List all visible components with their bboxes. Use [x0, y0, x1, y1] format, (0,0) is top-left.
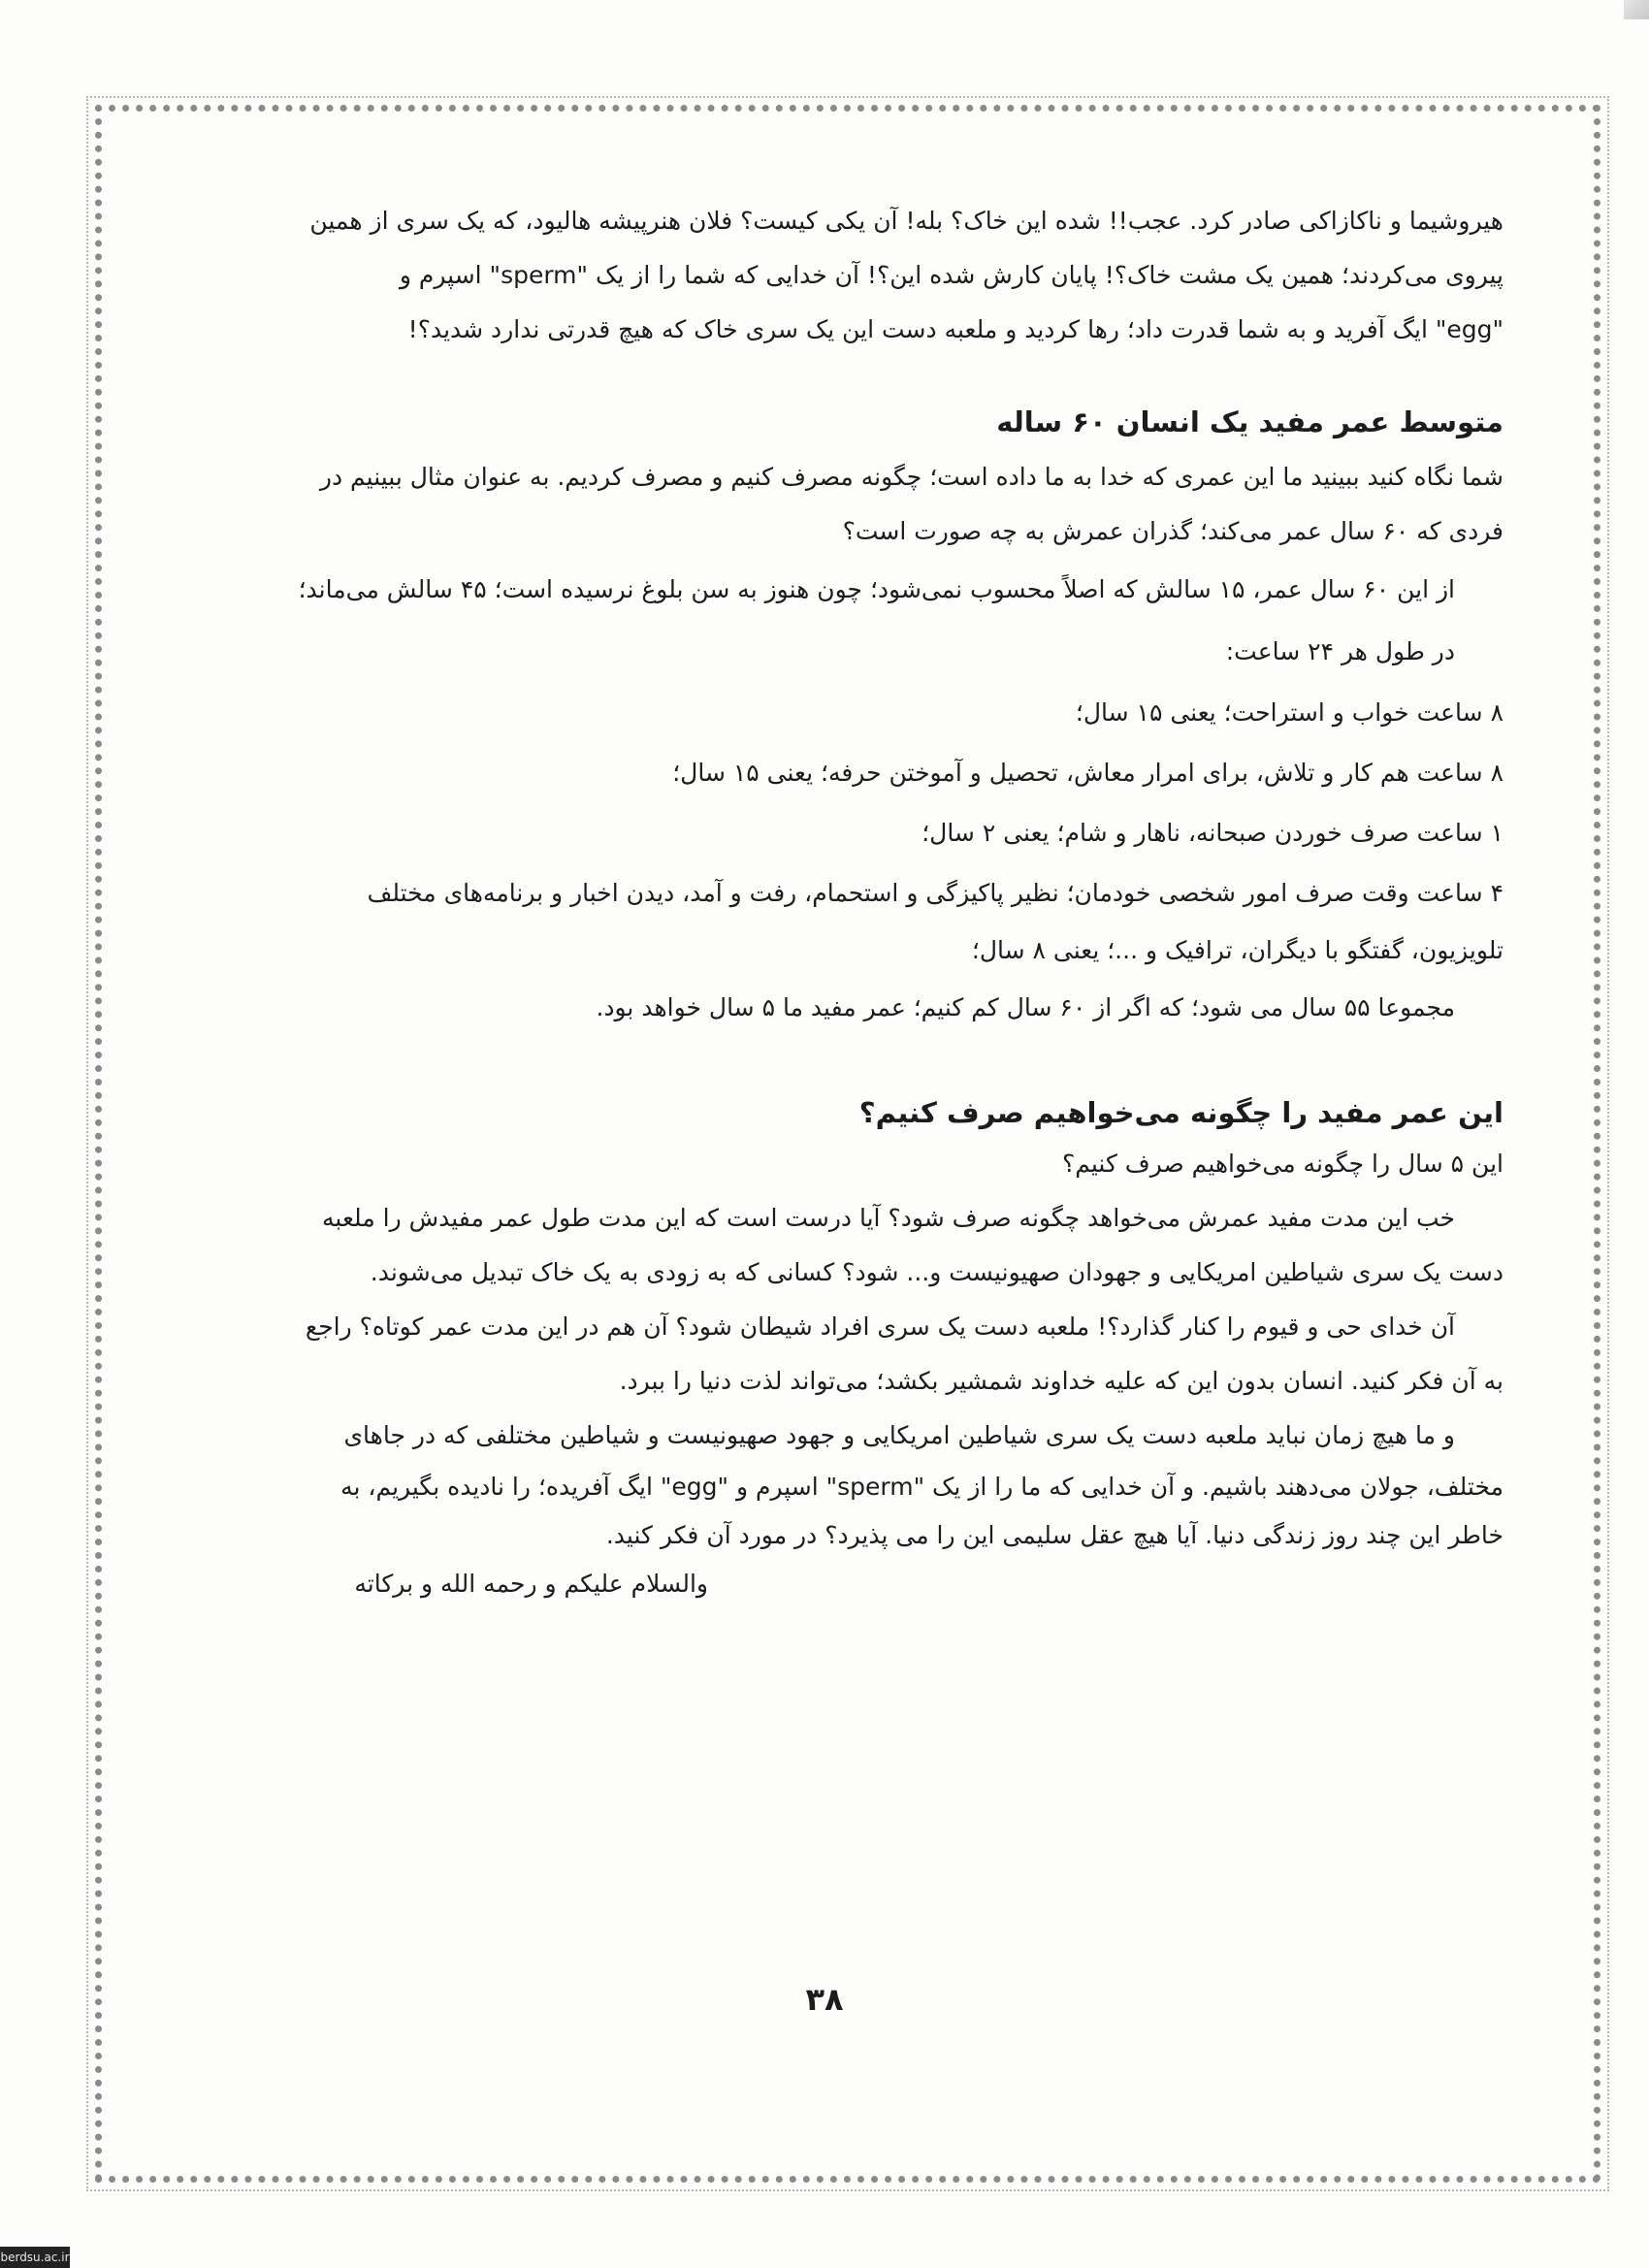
intro-line-3: "egg" ایگ آفرید و به شما قدرت داد؛ رها کردید و ملعبه دست این یک سری خاک که هیچ قدرتی ندارد شدید؟!: [407, 315, 1504, 343]
section1-p2: از این ۶۰ سال عمر، ۱۵ سالش که اصلاً محسوب نمی‌شود؛ چون هنوز به سن بلوغ نرسیده است؛ ۴۵ سالش می‌ماند؛: [298, 575, 1455, 603]
section2-p1-line1: خب این مدت مفید عمرش می‌خواهد چگونه صرف شود؟ آیا درست است که این مدت طول عمر مفیدش را ملعبه: [322, 1204, 1455, 1232]
section2-p2-line1: آن خدای حی و قیوم را کنار گذارد؟! ملعبه دست یک سری افراد شیطان شود؟ آن هم در این مدت عمر کوتاه؟ راجع: [305, 1312, 1455, 1341]
section2-question: این ۵ سال را چگونه می‌خواهیم صرف کنیم؟: [1061, 1150, 1504, 1178]
section2-p1-line2: دست یک سری شیاطین امریکایی و جهودان صهیونیست و... شود؟ کسانی که به زودی به یک خاک تبدیل می‌شوند.: [370, 1258, 1504, 1286]
section2-p3-line3: خاطر این چند روز زندگی دنیا. آیا هیچ عقل سلیمی این را می پذیرد؟ در مورد آن فکر کنید.: [605, 1521, 1504, 1549]
section1-p1-line2: فردی که ۶۰ سال عمر می‌کند؛ گذران عمرش به چه صورت است؟: [842, 517, 1504, 545]
page-content: [146, 194, 1504, 1608]
intro-line-1: هیروشیما و ناکازاکی صادر کرد. عجب!! شده این خاک؟ بله! آن یکی کیست؟ فلان هنرپیشه هالیود، که یک سری از همین: [309, 207, 1504, 235]
list-item-personal-line2: تلویزیون، گفتگو با دیگران، ترافیک و ...؛ یعنی ۸ سال؛: [971, 936, 1504, 964]
list-item-meals: ۱ ساعت صرف خوردن صبحانه، ناهار و شام؛ یعنی ۲ سال؛: [922, 819, 1504, 847]
section2-p2-line2: به آن فکر کنید. انسان بدون این که علیه خداوند شمشیر بکشد؛ می‌تواند لذت دنیا را ببرد.: [619, 1367, 1504, 1395]
section-heading-2: این عمر مفید را چگونه می‌خواهیم صرف کنیم؟: [858, 1096, 1504, 1129]
intro-line-2: پیروی می‌کردند؛ همین یک مشت خاک؟! پایان کارش شده این؟! آن خدایی که شما را از یک "sperm" اسپرم و: [399, 261, 1504, 289]
watermark-label: berdsu.ac.ir: [0, 2247, 70, 2268]
section1-p1-line1: شما نگاه کنید ببینید ما این عمری که خدا به ما داده است؛ چگونه مصرف کنیم و مصرف کردیم. به عنوان مثال ببینیم در: [319, 463, 1504, 491]
section2-p3-line2: مختلف، جولان می‌دهند باشیم. و آن خدایی که ما را از یک "sperm" اسپرم و "egg" ایگ آفریده؛ را نادیده بگیریم، به: [340, 1473, 1504, 1501]
list-item-sleep: ۸ ساعت خواب و استراحت؛ یعنی ۱۵ سال؛: [1075, 698, 1504, 727]
section-heading-1: متوسط عمر مفید یک انسان ۶۰ ساله: [996, 405, 1504, 438]
section2-p3-line1: و ما هیچ زمان نباید ملعبه دست یک سری شیاطین امریکایی و جهود صهیونیست و شیاطین مختلفی که در جاهای: [343, 1421, 1455, 1449]
list-item-personal-line1: ۴ ساعت وقت صرف امور شخصی خودمان؛ نظیر پاکیزگی و استحمام، رفت و آمد، دیدن اخبار و برنامه‌های مختلف: [367, 879, 1504, 907]
section1-p3: در طول هر ۲۴ ساعت:: [1225, 637, 1455, 665]
scan-corner-mark: [1624, 0, 1649, 19]
page-number: ۳۸: [805, 1981, 844, 2018]
closing-salutation: والسلام علیکم و رحمه الله و برکاته: [354, 1570, 708, 1598]
section1-summary: مجموعا ۵۵ سال می شود؛ که اگر از ۶۰ سال کم کنیم؛ عمر مفید ما ۵ سال خواهد بود.: [596, 993, 1455, 1021]
list-item-work: ۸ ساعت هم کار و تلاش، برای امرار معاش، تحصیل و آموختن حرفه؛ یعنی ۱۵ سال؛: [672, 759, 1504, 787]
